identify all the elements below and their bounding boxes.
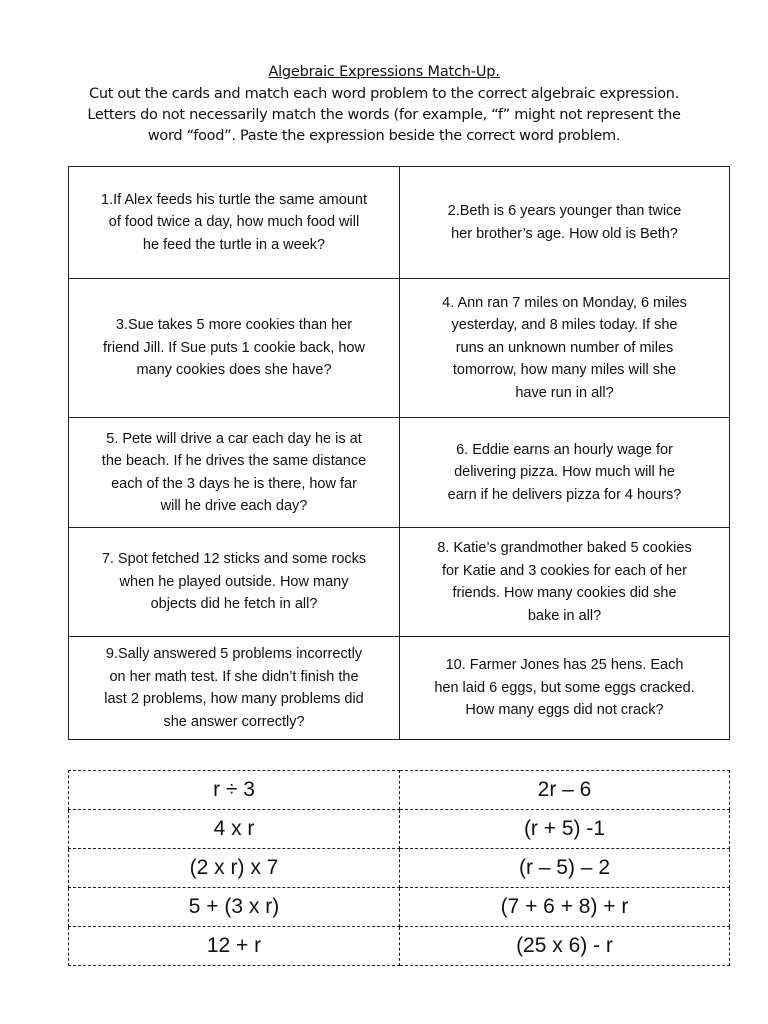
problem-line: will he drive each day? xyxy=(160,498,308,514)
expression-card: 4 x r xyxy=(69,810,400,849)
problem-line: her brother’s age. How old is Beth? xyxy=(451,225,678,242)
problem-line: 9.Sally answered 5 problems incorrectly xyxy=(105,646,363,662)
expression-cards-table xyxy=(68,770,730,966)
instructions-line: Letters do not necessarily match the words (for example, “f” might not represent the xyxy=(87,107,681,123)
problem-line: How many eggs did not crack? xyxy=(465,702,664,719)
word-problem-card xyxy=(400,167,730,279)
problem-line: 7. Spot fetched 12 sticks and some rocks xyxy=(101,551,367,568)
problem-line: for Katie and 3 cookies for each of her xyxy=(441,562,688,579)
word-problem-card xyxy=(69,418,400,528)
problem-line: hen laid 6 eggs, but some eggs cracked. xyxy=(434,679,695,696)
problem-line: she answer correctly? xyxy=(163,713,305,730)
problem-line: 8. Katie’s grandmother baked 5 cookies xyxy=(437,540,692,556)
expression-card: r ÷ 3 xyxy=(69,771,400,810)
problem-line: have run in all? xyxy=(515,384,614,401)
instructions-line: word “food”. Paste the expression beside the correct word problem. xyxy=(147,128,621,144)
word-problems-table xyxy=(68,166,730,740)
word-problem-card xyxy=(400,279,730,418)
problem-line: tomorrow, how many miles will she xyxy=(452,362,677,379)
problem-line: on her math test. If she didn’t finish the xyxy=(109,668,359,685)
problem-line: last 2 problems, how many problems did xyxy=(104,691,364,707)
worksheet-title: Algebraic Expressions Match-Up. xyxy=(268,64,500,80)
problem-line: the beach. If he drives the same distance xyxy=(101,453,367,469)
problem-line: objects did he fetch in all? xyxy=(150,596,318,613)
problem-line: friends. How many cookies did she xyxy=(452,585,677,601)
expression-card: 2r – 6 xyxy=(400,771,730,810)
expression-card: (2 x r) x 7 xyxy=(69,849,400,888)
problem-line: 10. Farmer Jones has 25 hens. Each xyxy=(445,657,684,674)
word-problem-card xyxy=(400,528,730,637)
instructions xyxy=(40,84,728,147)
problem-line: 3.Sue takes 5 more cookies than her xyxy=(115,317,353,334)
word-problem-card xyxy=(400,637,730,740)
problem-line: each of the 3 days he is there, how far xyxy=(111,475,357,492)
expression-card: (7 + 6 + 8) + r xyxy=(400,888,730,927)
expression-card: (25 x 6) - r xyxy=(400,927,730,966)
problem-line: 2.Beth is 6 years younger than twice xyxy=(447,203,682,219)
problem-line: he feed the turtle in a week? xyxy=(142,236,326,253)
problem-line: 4. Ann ran 7 miles on Monday, 6 miles xyxy=(442,294,687,311)
problem-line: earn if he delivers pizza for 4 hours? xyxy=(447,486,682,503)
problem-line: delivering pizza. How much will he xyxy=(454,464,675,481)
instructions-line: Cut out the cards and match each word problem to the correct algebraic expression. xyxy=(89,86,679,102)
problem-line: many cookies does she have? xyxy=(136,362,332,379)
word-problem-card xyxy=(400,418,730,528)
problem-line: when he played outside. How many xyxy=(119,573,349,590)
word-problem-card xyxy=(69,528,400,637)
problem-line: 5. Pete will drive a car each day he is at xyxy=(106,430,362,447)
worksheet-header xyxy=(40,62,728,147)
expression-card: (r + 5) -1 xyxy=(400,810,730,849)
problem-line: friend Jill. If Sue puts 1 cookie back, how xyxy=(103,339,365,356)
word-problem-card xyxy=(69,167,400,279)
word-problem-card xyxy=(69,637,400,740)
problem-line: of food twice a day, how much food will xyxy=(108,214,360,231)
problem-line: 1.If Alex feeds his turtle the same amount xyxy=(101,191,367,208)
problem-line: 6. Eddie earns an hourly wage for xyxy=(456,441,673,458)
word-problem-card xyxy=(69,279,400,418)
expression-card: 12 + r xyxy=(69,927,400,966)
expression-card: 5 + (3 x r) xyxy=(69,888,400,927)
problem-line: yesterday, and 8 miles today. If she xyxy=(451,317,678,334)
problem-line: runs an unknown number of miles xyxy=(455,339,674,356)
problem-line: bake in all? xyxy=(527,607,602,624)
expression-card: (r – 5) – 2 xyxy=(400,849,730,888)
